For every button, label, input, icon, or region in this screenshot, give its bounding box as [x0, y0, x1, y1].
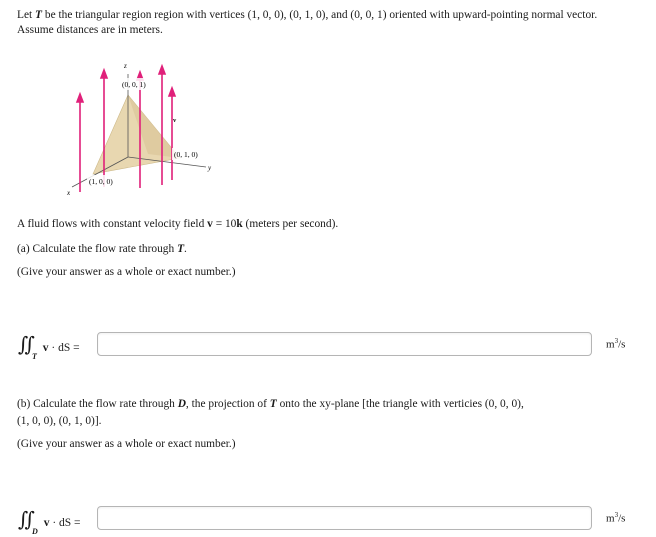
- problem-text: be the triangular region region with vertices (1, 0, 0), (0, 1, 0), and (0, 0, 1) oriented with upward-pointing normal vector.: [44, 9, 598, 21]
- vertex-top-label: (0, 0, 1): [122, 80, 146, 89]
- part-b-hint: (Give your answer as a whole or exact number.): [17, 438, 236, 450]
- part-a-hint: (Give your answer as a whole or exact number.): [17, 266, 236, 278]
- region-symbol: T: [177, 243, 185, 255]
- problem-line-1: [17, 8, 597, 23]
- vertex-right-label: (0, 1, 0): [174, 150, 198, 159]
- double-integral-sign: ∬: [18, 509, 36, 531]
- velocity-symbol: v: [43, 517, 50, 529]
- arrow-head: [77, 94, 83, 102]
- velocity-statement: [17, 217, 338, 232]
- region-symbol: T: [35, 9, 43, 21]
- y-axis-label: y: [208, 164, 212, 172]
- unit-exponent: 3: [614, 337, 619, 345]
- double-integral-sign: ∬: [18, 334, 36, 356]
- unit-vector-k: k: [236, 218, 243, 230]
- region-symbol: T: [269, 398, 277, 410]
- part-b-integral: [18, 507, 81, 536]
- part-b-text: onto the xy-plane [the triangle with verticies (0, 0, 0),: [279, 398, 524, 410]
- integrand-text: · dS =: [48, 342, 80, 354]
- velocity-text: A fluid flows with constant velocity field: [17, 218, 208, 230]
- vertex-left-label: (1, 0, 0): [89, 177, 113, 186]
- arrow-head: [159, 66, 165, 74]
- unit-text: /s: [618, 512, 626, 525]
- part-b-prompt-line-1: [17, 397, 524, 412]
- region-symbol: D: [177, 398, 186, 410]
- unit-text: m: [606, 338, 615, 351]
- tetrahedron-figure: [58, 52, 228, 202]
- arrow-label: v: [173, 117, 177, 124]
- part-b-prompt-line-2: (1, 0, 0), (0, 1, 0)].: [17, 415, 102, 427]
- integral-subscript: D: [32, 527, 38, 536]
- part-a-answer-input[interactable]: [97, 332, 592, 356]
- unit-exponent: 3: [614, 511, 619, 519]
- unit-text: m: [606, 512, 615, 525]
- part-a-text: .: [184, 243, 187, 255]
- unit-text: /s: [618, 338, 626, 351]
- integral-subscript: T: [32, 352, 37, 361]
- z-axis-label: z: [124, 62, 127, 70]
- x-axis-label: x: [67, 189, 71, 197]
- velocity-text: (meters per second).: [242, 218, 339, 230]
- problem-text: Let: [17, 9, 33, 21]
- integrand-text: · dS =: [49, 517, 81, 529]
- part-a-text: (a) Calculate the flow rate through: [17, 243, 175, 255]
- part-a-prompt: [17, 242, 187, 257]
- part-b-answer-input[interactable]: [97, 506, 592, 530]
- arrow-head: [169, 88, 175, 96]
- part-b-unit: [606, 511, 625, 525]
- velocity-text: = 10: [212, 218, 237, 230]
- arrow-head: [101, 70, 107, 78]
- velocity-symbol: v: [207, 218, 213, 230]
- part-b-text: (b) Calculate the flow rate through: [17, 398, 175, 410]
- part-b-text: , the projection of: [185, 398, 267, 410]
- velocity-symbol: v: [42, 342, 49, 354]
- part-a-integral: [18, 332, 80, 361]
- problem-line-2: Assume distances are in meters.: [17, 24, 163, 36]
- part-a-unit: [606, 337, 625, 351]
